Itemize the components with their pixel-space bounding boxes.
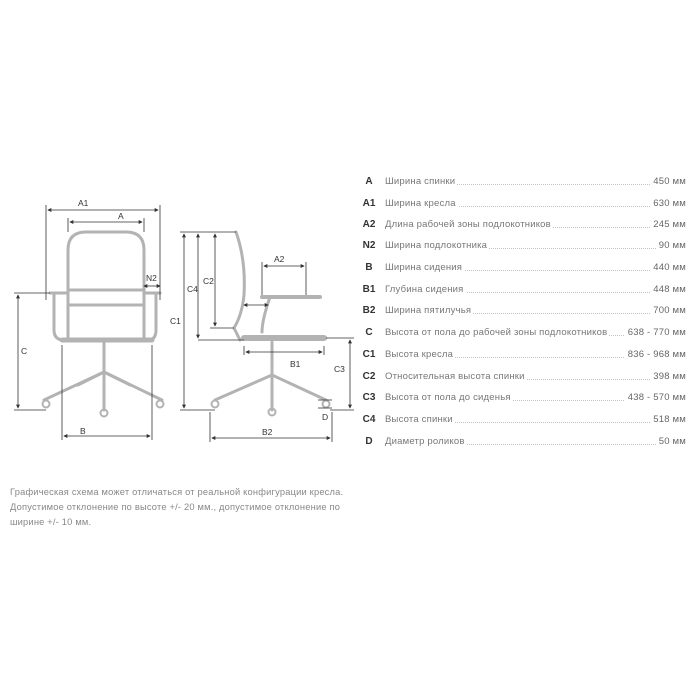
spec-row [360,197,686,211]
spec-code: N2 [362,240,376,251]
spec-row [360,218,686,232]
label-b2: B2 [262,427,273,437]
spec-row [360,283,686,297]
spec-value: 450 мм [650,175,686,189]
spec-code: B1 [362,284,376,295]
label-d: D [322,412,329,422]
spec-name: Высота спинки [385,414,453,425]
spec-name: Ширина сидения [385,262,463,273]
spec-name: Высота от пола до сиденья [385,392,511,403]
spec-name: Длина рабочей зоны подлокотников [385,219,551,230]
spec-code: A2 [362,219,376,230]
spec-code: C4 [362,414,376,425]
spec-name: Диаметр роликов [385,436,465,447]
spec-code: B [365,262,373,273]
spec-row [360,348,686,362]
label-c2: C2 [203,276,214,286]
spec-name: Высота кресла [385,349,454,360]
spec-code: C2 [362,371,376,382]
spec-row [360,326,686,340]
spec-value: 438 - 570 мм [625,391,686,405]
spec-value: 398 мм [650,370,686,384]
label-c1: C1 [170,316,181,326]
spec-name: Глубина сидения [385,284,464,295]
spec-row [360,261,686,275]
spec-row [360,435,686,449]
spec-value: 630 мм [650,197,686,211]
label-b1: B1 [290,359,301,369]
spec-code: B2 [362,305,376,316]
spec-code: C [365,327,373,338]
spec-value: 700 мм [650,304,686,318]
spec-name: Высота от пола до рабочей зоны подлокотников [385,327,608,338]
label-b: B [80,426,86,436]
chair-dimension-diagram [0,0,345,470]
spec-name: Ширина кресла [385,198,456,209]
spec-value: 90 мм [656,239,686,253]
label-c3: C3 [334,364,345,374]
label-c4: C4 [187,284,198,294]
side-view-chair [212,232,330,416]
spec-value: 245 мм [650,218,686,232]
spec-name: Ширина пятилучья [385,305,472,316]
spec-value: 638 - 770 мм [625,326,686,340]
spec-value: 836 - 968 мм [625,348,686,362]
spec-name: Ширина спинки [385,176,456,187]
front-view-chair [43,232,164,417]
spec-row [360,391,686,405]
label-n2: N2 [146,273,157,283]
spec-value: 448 мм [650,283,686,297]
spec-code: C3 [362,392,376,403]
spec-name: Ширина подлокотника [385,240,488,251]
label-a2: A2 [274,254,285,264]
spec-name: Относительная высота спинки [385,371,525,382]
spec-row [360,304,686,318]
spec-row [360,239,686,253]
label-c: C [21,346,28,356]
spec-value: 50 мм [656,435,686,449]
label-a: A [118,211,124,221]
spec-row [360,370,686,384]
spec-code: D [365,436,373,447]
label-a1: A1 [78,198,89,208]
spec-code: C1 [362,349,376,360]
spec-row [360,413,686,427]
spec-row [360,175,686,189]
disclaimer-note: Графическая схема может отличаться от реальной конфигурации кресла. Допустимое отклонение по высоте +/- 20 мм., допустимое отклонение по ширине +/- 10 мм. [10,487,344,527]
spec-code: A [365,176,373,187]
spec-value: 440 мм [650,261,686,275]
spec-code: A1 [362,198,376,209]
spec-value: 518 мм [650,413,686,427]
